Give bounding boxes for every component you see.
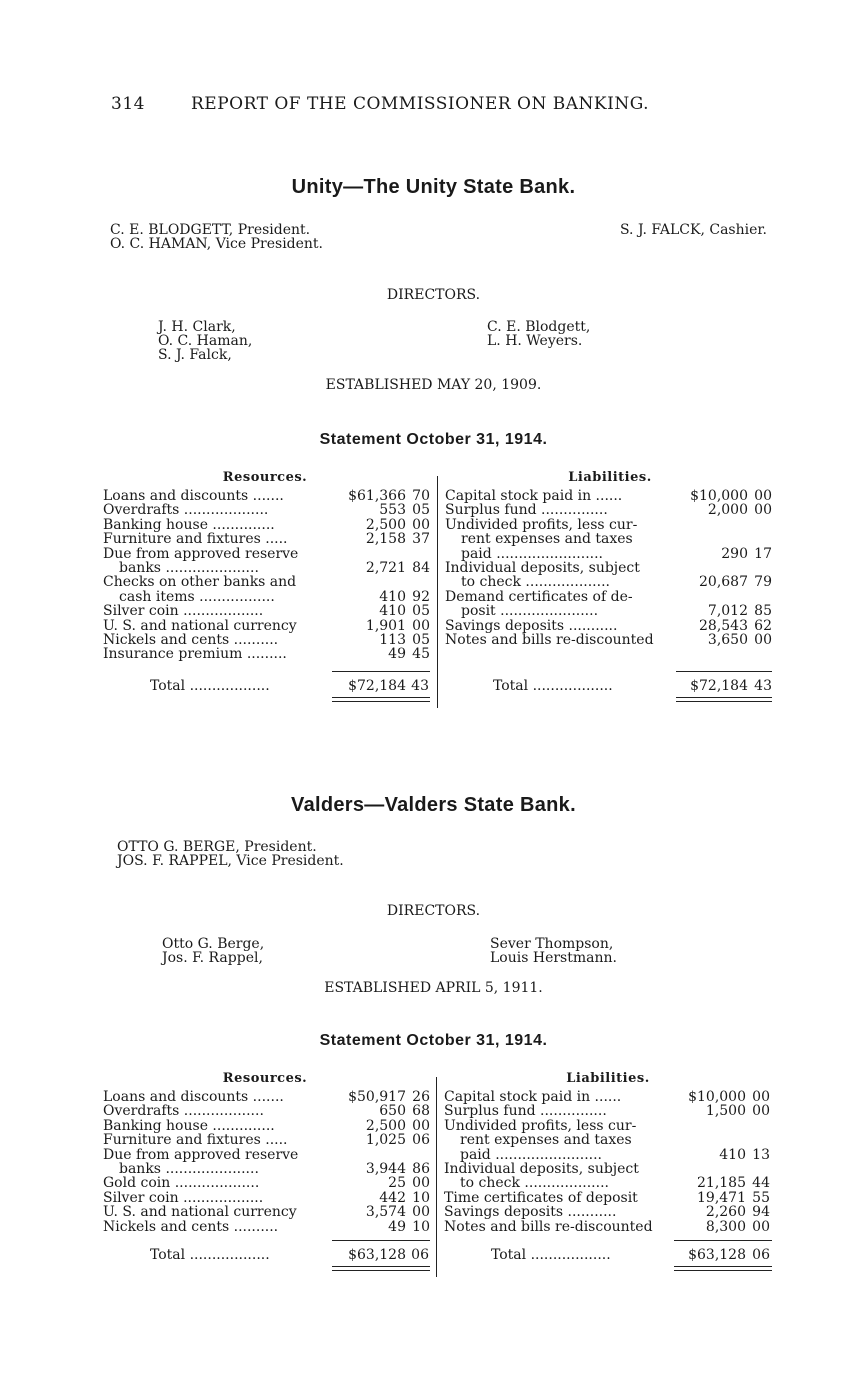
ledger-item-cents: 55 — [752, 1189, 770, 1206]
double-rule — [332, 697, 430, 698]
liabilities-heading: Liabilities. — [566, 1071, 650, 1086]
ledger-row — [103, 561, 431, 575]
running-head-title: REPORT OF THE COMMISSIONER ON BANKING. — [191, 94, 650, 114]
ledger-row — [103, 619, 431, 633]
ledger-item-label: Undivided profits, less cur- — [444, 1117, 637, 1134]
ledger-item-cents: 84 — [412, 559, 430, 576]
ledger-item-label: cash items ................. — [119, 588, 275, 605]
total-label: Total .................. — [150, 1247, 270, 1263]
total-liabilities-dollars: $63,128 — [688, 1247, 746, 1263]
ledger-row — [445, 633, 775, 647]
total-liabilities-cents: 43 — [754, 678, 772, 694]
ledger-item-dollars: 2,000 — [707, 502, 748, 519]
ledger-row — [445, 561, 775, 575]
ledger-item-cents: 00 — [752, 1103, 770, 1120]
ledger-item-cents: 10 — [412, 1189, 430, 1206]
director-name: L. H. Weyers. — [487, 333, 583, 349]
ledger-item-cents: 94 — [752, 1204, 770, 1221]
sum-rule — [676, 671, 772, 672]
ledger-item-dollars: $10,000 — [690, 488, 748, 504]
ledger-row — [445, 503, 775, 517]
double-rule — [332, 1270, 430, 1271]
total-label: Total .................. — [150, 678, 270, 694]
ledger-row — [103, 1090, 431, 1104]
ledger-item-cents: 86 — [412, 1160, 430, 1177]
total-resources-cents: 43 — [411, 678, 429, 694]
liabilities-table — [445, 489, 775, 647]
ledger-row — [103, 547, 431, 561]
ledger-row — [445, 518, 775, 532]
ledger-row — [103, 1176, 431, 1190]
ledger-item-label: rent expenses and taxes — [461, 531, 633, 548]
ledger-row — [445, 575, 775, 589]
ledger-item-label: Silver coin .................. — [103, 603, 264, 620]
double-rule — [674, 1266, 772, 1267]
ledger-row — [444, 1119, 774, 1133]
ledger-row — [103, 1205, 431, 1219]
officer-cashier: S. J. FALCK, Cashier. — [619, 222, 767, 238]
column-divider — [437, 476, 438, 708]
ledger-item-cents: 79 — [754, 574, 772, 591]
ledger-item-label: Individual deposits, subject — [445, 559, 640, 576]
ledger-row — [103, 633, 431, 647]
sum-rule — [674, 1240, 772, 1241]
sum-rule — [332, 1240, 430, 1241]
ledger-row — [444, 1162, 774, 1176]
established-date: ESTABLISHED APRIL 5, 1911. — [324, 980, 543, 996]
ledger-item-label: Insurance premium ......... — [103, 646, 287, 663]
ledger-item-cents: 00 — [752, 1218, 770, 1235]
director-name: Sever Thompson, — [490, 936, 614, 952]
column-divider — [436, 1077, 437, 1277]
ledger-item-label: Banking house .............. — [103, 516, 275, 533]
ledger-item-label: rent expenses and taxes — [460, 1132, 632, 1149]
ledger-row — [103, 489, 431, 503]
ledger-item-dollars: $50,917 — [348, 1089, 406, 1105]
ledger-row — [103, 503, 431, 517]
ledger-item-label: Undivided profits, less cur- — [445, 516, 638, 533]
ledger-item-label: to check ................... — [460, 1175, 609, 1192]
ledger-item-label: Silver coin .................. — [103, 1189, 264, 1206]
directors-heading: DIRECTORS. — [386, 903, 481, 919]
ledger-item-label: Savings deposits ........... — [444, 1204, 617, 1221]
ledger-item-label: Savings deposits ........... — [445, 617, 618, 634]
established-date: ESTABLISHED MAY 20, 1909. — [325, 377, 542, 393]
ledger-row — [445, 619, 775, 633]
director-name: C. E. Blodgett, — [487, 319, 591, 335]
ledger-item-cents: 45 — [412, 646, 430, 663]
ledger-item-label: Due from approved reserve — [103, 1146, 299, 1163]
ledger-row — [103, 647, 431, 661]
ledger-item-cents: 68 — [412, 1103, 430, 1120]
liabilities-heading: Liabilities. — [568, 470, 652, 485]
ledger-item-label: Furniture and fixtures ..... — [103, 1132, 288, 1149]
officer-vice-president: JOS. F. RAPPEL, Vice President. — [117, 853, 344, 869]
total-resources-dollars: $72,184 — [348, 678, 406, 694]
ledger-item-dollars: 28,543 — [699, 617, 748, 634]
ledger-row — [444, 1220, 774, 1234]
ledger-item-cents: 05 — [412, 603, 430, 620]
officer-president: OTTO G. BERGE, President. — [117, 839, 317, 855]
bank-title: Valders—Valders State Bank. — [291, 794, 576, 816]
ledger-row — [445, 604, 775, 618]
double-rule — [332, 1266, 430, 1267]
ledger-row — [103, 1162, 431, 1176]
resources-table — [103, 1090, 431, 1234]
ledger-item-label: Capital stock paid in ...... — [444, 1089, 622, 1105]
ledger-row — [445, 590, 775, 604]
ledger-item-label: Time certificates of deposit — [444, 1189, 638, 1206]
director-name: Jos. F. Rappel, — [162, 950, 263, 966]
ledger-item-label: to check ................... — [461, 574, 610, 591]
ledger-item-dollars: 20,687 — [699, 574, 748, 591]
ledger-item-dollars: 410 — [379, 588, 406, 605]
ledger-item-cents: 00 — [412, 617, 430, 634]
ledger-item-cents: 05 — [412, 502, 430, 519]
ledger-item-cents: 13 — [752, 1146, 770, 1163]
total-resources-dollars: $63,128 — [348, 1247, 406, 1263]
ledger-item-dollars: 113 — [379, 631, 406, 648]
ledger-item-dollars: 2,500 — [365, 516, 406, 533]
ledger-item-label: Overdrafts ................... — [103, 502, 269, 519]
ledger-item-label: Gold coin ................... — [103, 1175, 260, 1192]
ledger-item-cents: 00 — [754, 631, 772, 648]
ledger-item-cents: 37 — [412, 531, 430, 548]
ledger-item-label: U. S. and national currency — [103, 1204, 297, 1221]
ledger-item-dollars: 49 — [388, 1218, 406, 1235]
ledger-row — [444, 1090, 774, 1104]
ledger-row — [444, 1133, 774, 1147]
ledger-item-label: Demand certificates of de- — [445, 588, 633, 605]
ledger-item-label: banks ..................... — [119, 559, 259, 576]
ledger-item-label: Loans and discounts ....... — [103, 1089, 284, 1105]
ledger-item-dollars: 1,025 — [365, 1132, 406, 1149]
ledger-item-dollars: 3,650 — [707, 631, 748, 648]
ledger-row — [444, 1176, 774, 1190]
director-name: Louis Herstmann. — [490, 950, 617, 966]
ledger-item-dollars: 650 — [379, 1103, 406, 1120]
sum-rule — [332, 671, 430, 672]
double-rule — [332, 701, 430, 702]
ledger-row — [103, 1119, 431, 1133]
ledger-item-label: Nickels and cents .......... — [103, 631, 279, 648]
ledger-item-cents: 26 — [412, 1089, 430, 1105]
ledger-item-cents: 85 — [754, 603, 772, 620]
officer-vice-president: O. C. HAMAN, Vice President. — [110, 236, 324, 252]
ledger-item-label: Notes and bills re-discounted — [444, 1218, 653, 1235]
ledger-item-label: U. S. and national currency — [103, 617, 297, 634]
total-label: Total .................. — [493, 678, 613, 694]
ledger-item-dollars: 19,471 — [697, 1189, 746, 1206]
ledger-item-cents: 92 — [412, 588, 430, 605]
ledger-row — [444, 1205, 774, 1219]
ledger-item-label: Due from approved reserve — [103, 545, 299, 562]
ledger-item-dollars: 25 — [388, 1175, 406, 1192]
ledger-item-label: Capital stock paid in ...... — [445, 488, 623, 504]
ledger-item-dollars: 3,944 — [365, 1160, 406, 1177]
ledger-row — [103, 604, 431, 618]
ledger-item-dollars: $61,366 — [348, 488, 406, 504]
ledger-item-dollars: 2,158 — [365, 531, 406, 548]
total-label: Total .................. — [491, 1247, 611, 1263]
ledger-item-dollars: 49 — [388, 646, 406, 663]
ledger-item-dollars: 410 — [379, 603, 406, 620]
ledger-item-label: posit ...................... — [461, 603, 599, 620]
ledger-row — [444, 1191, 774, 1205]
ledger-item-cents: 10 — [412, 1218, 430, 1235]
double-rule — [674, 1270, 772, 1271]
ledger-row — [103, 532, 431, 546]
ledger-item-cents: 70 — [412, 488, 430, 504]
ledger-item-label: Individual deposits, subject — [444, 1160, 639, 1177]
ledger-item-cents: 00 — [752, 1089, 770, 1105]
bank-title: Unity—The Unity State Bank. — [291, 176, 576, 198]
running-header — [111, 94, 649, 114]
page-number: 314 — [111, 94, 145, 114]
ledger-row — [444, 1148, 774, 1162]
ledger-item-cents: 17 — [754, 545, 772, 562]
ledger-item-label: Overdrafts .................. — [103, 1103, 264, 1120]
ledger-item-cents: 00 — [412, 516, 430, 533]
directors-heading: DIRECTORS. — [386, 287, 481, 303]
ledger-item-dollars: 290 — [721, 545, 748, 562]
ledger-item-dollars: 2,260 — [705, 1204, 746, 1221]
ledger-item-dollars: 8,300 — [705, 1218, 746, 1235]
ledger-item-dollars: 2,721 — [365, 559, 406, 576]
statement-heading: Statement October 31, 1914. — [319, 431, 548, 448]
director-name: S. J. Falck, — [158, 347, 232, 363]
director-name: Otto G. Berge, — [162, 936, 265, 952]
ledger-row — [103, 518, 431, 532]
officer-president: C. E. BLODGETT, President. — [110, 222, 311, 238]
ledger-item-dollars: 1,901 — [365, 617, 406, 634]
ledger-row — [103, 1148, 431, 1162]
ledger-item-cents: 00 — [754, 502, 772, 519]
ledger-row — [103, 575, 431, 589]
ledger-item-label: Banking house .............. — [103, 1117, 275, 1134]
ledger-item-dollars: 410 — [719, 1146, 746, 1163]
ledger-item-dollars: 21,185 — [697, 1175, 746, 1192]
ledger-row — [444, 1104, 774, 1118]
ledger-item-label: Loans and discounts ....... — [103, 488, 284, 504]
total-resources-cents: 06 — [411, 1247, 429, 1263]
resources-heading: Resources. — [222, 470, 308, 485]
ledger-item-label: Surplus fund ............... — [445, 502, 608, 519]
resources-table — [103, 489, 431, 662]
ledger-row — [103, 1220, 431, 1234]
ledger-item-label: Checks on other banks and — [103, 574, 297, 591]
ledger-item-dollars: 7,012 — [707, 603, 748, 620]
ledger-item-label: Nickels and cents .......... — [103, 1218, 279, 1235]
director-name: O. C. Haman, — [158, 333, 253, 349]
ledger-item-label: Notes and bills re-discounted — [445, 631, 654, 648]
ledger-row — [103, 1191, 431, 1205]
ledger-row — [103, 1104, 431, 1118]
ledger-item-cents: 06 — [412, 1132, 430, 1149]
ledger-item-cents: 00 — [412, 1117, 430, 1134]
ledger-item-label: Furniture and fixtures ..... — [103, 531, 288, 548]
resources-heading: Resources. — [222, 1071, 308, 1086]
ledger-item-label: banks ..................... — [119, 1160, 259, 1177]
ledger-row — [445, 532, 775, 546]
ledger-item-cents: 00 — [754, 488, 772, 504]
double-rule — [676, 701, 772, 702]
ledger-item-cents: 44 — [752, 1175, 770, 1192]
ledger-item-cents: 05 — [412, 631, 430, 648]
ledger-row — [103, 1133, 431, 1147]
ledger-item-label: Surplus fund ............... — [444, 1103, 607, 1120]
ledger-item-dollars: 2,500 — [365, 1117, 406, 1134]
ledger-item-dollars: 442 — [379, 1189, 406, 1206]
ledger-row — [445, 489, 775, 503]
ledger-row — [445, 547, 775, 561]
ledger-item-cents: 62 — [754, 617, 772, 634]
total-liabilities-cents: 06 — [752, 1247, 770, 1263]
ledger-item-dollars: 3,574 — [365, 1204, 406, 1221]
ledger-row — [103, 590, 431, 604]
statement-heading: Statement October 31, 1914. — [319, 1032, 548, 1049]
total-liabilities-dollars: $72,184 — [690, 678, 748, 694]
director-name: J. H. Clark, — [158, 319, 236, 335]
ledger-item-label: paid ........................ — [460, 1146, 603, 1163]
ledger-item-cents: 00 — [412, 1175, 430, 1192]
ledger-item-cents: 00 — [412, 1204, 430, 1221]
ledger-item-label: paid ........................ — [461, 545, 604, 562]
ledger-item-dollars: $10,000 — [688, 1089, 746, 1105]
liabilities-table — [444, 1090, 774, 1234]
ledger-item-dollars: 1,500 — [705, 1103, 746, 1120]
double-rule — [676, 697, 772, 698]
ledger-item-dollars: 553 — [379, 502, 406, 519]
